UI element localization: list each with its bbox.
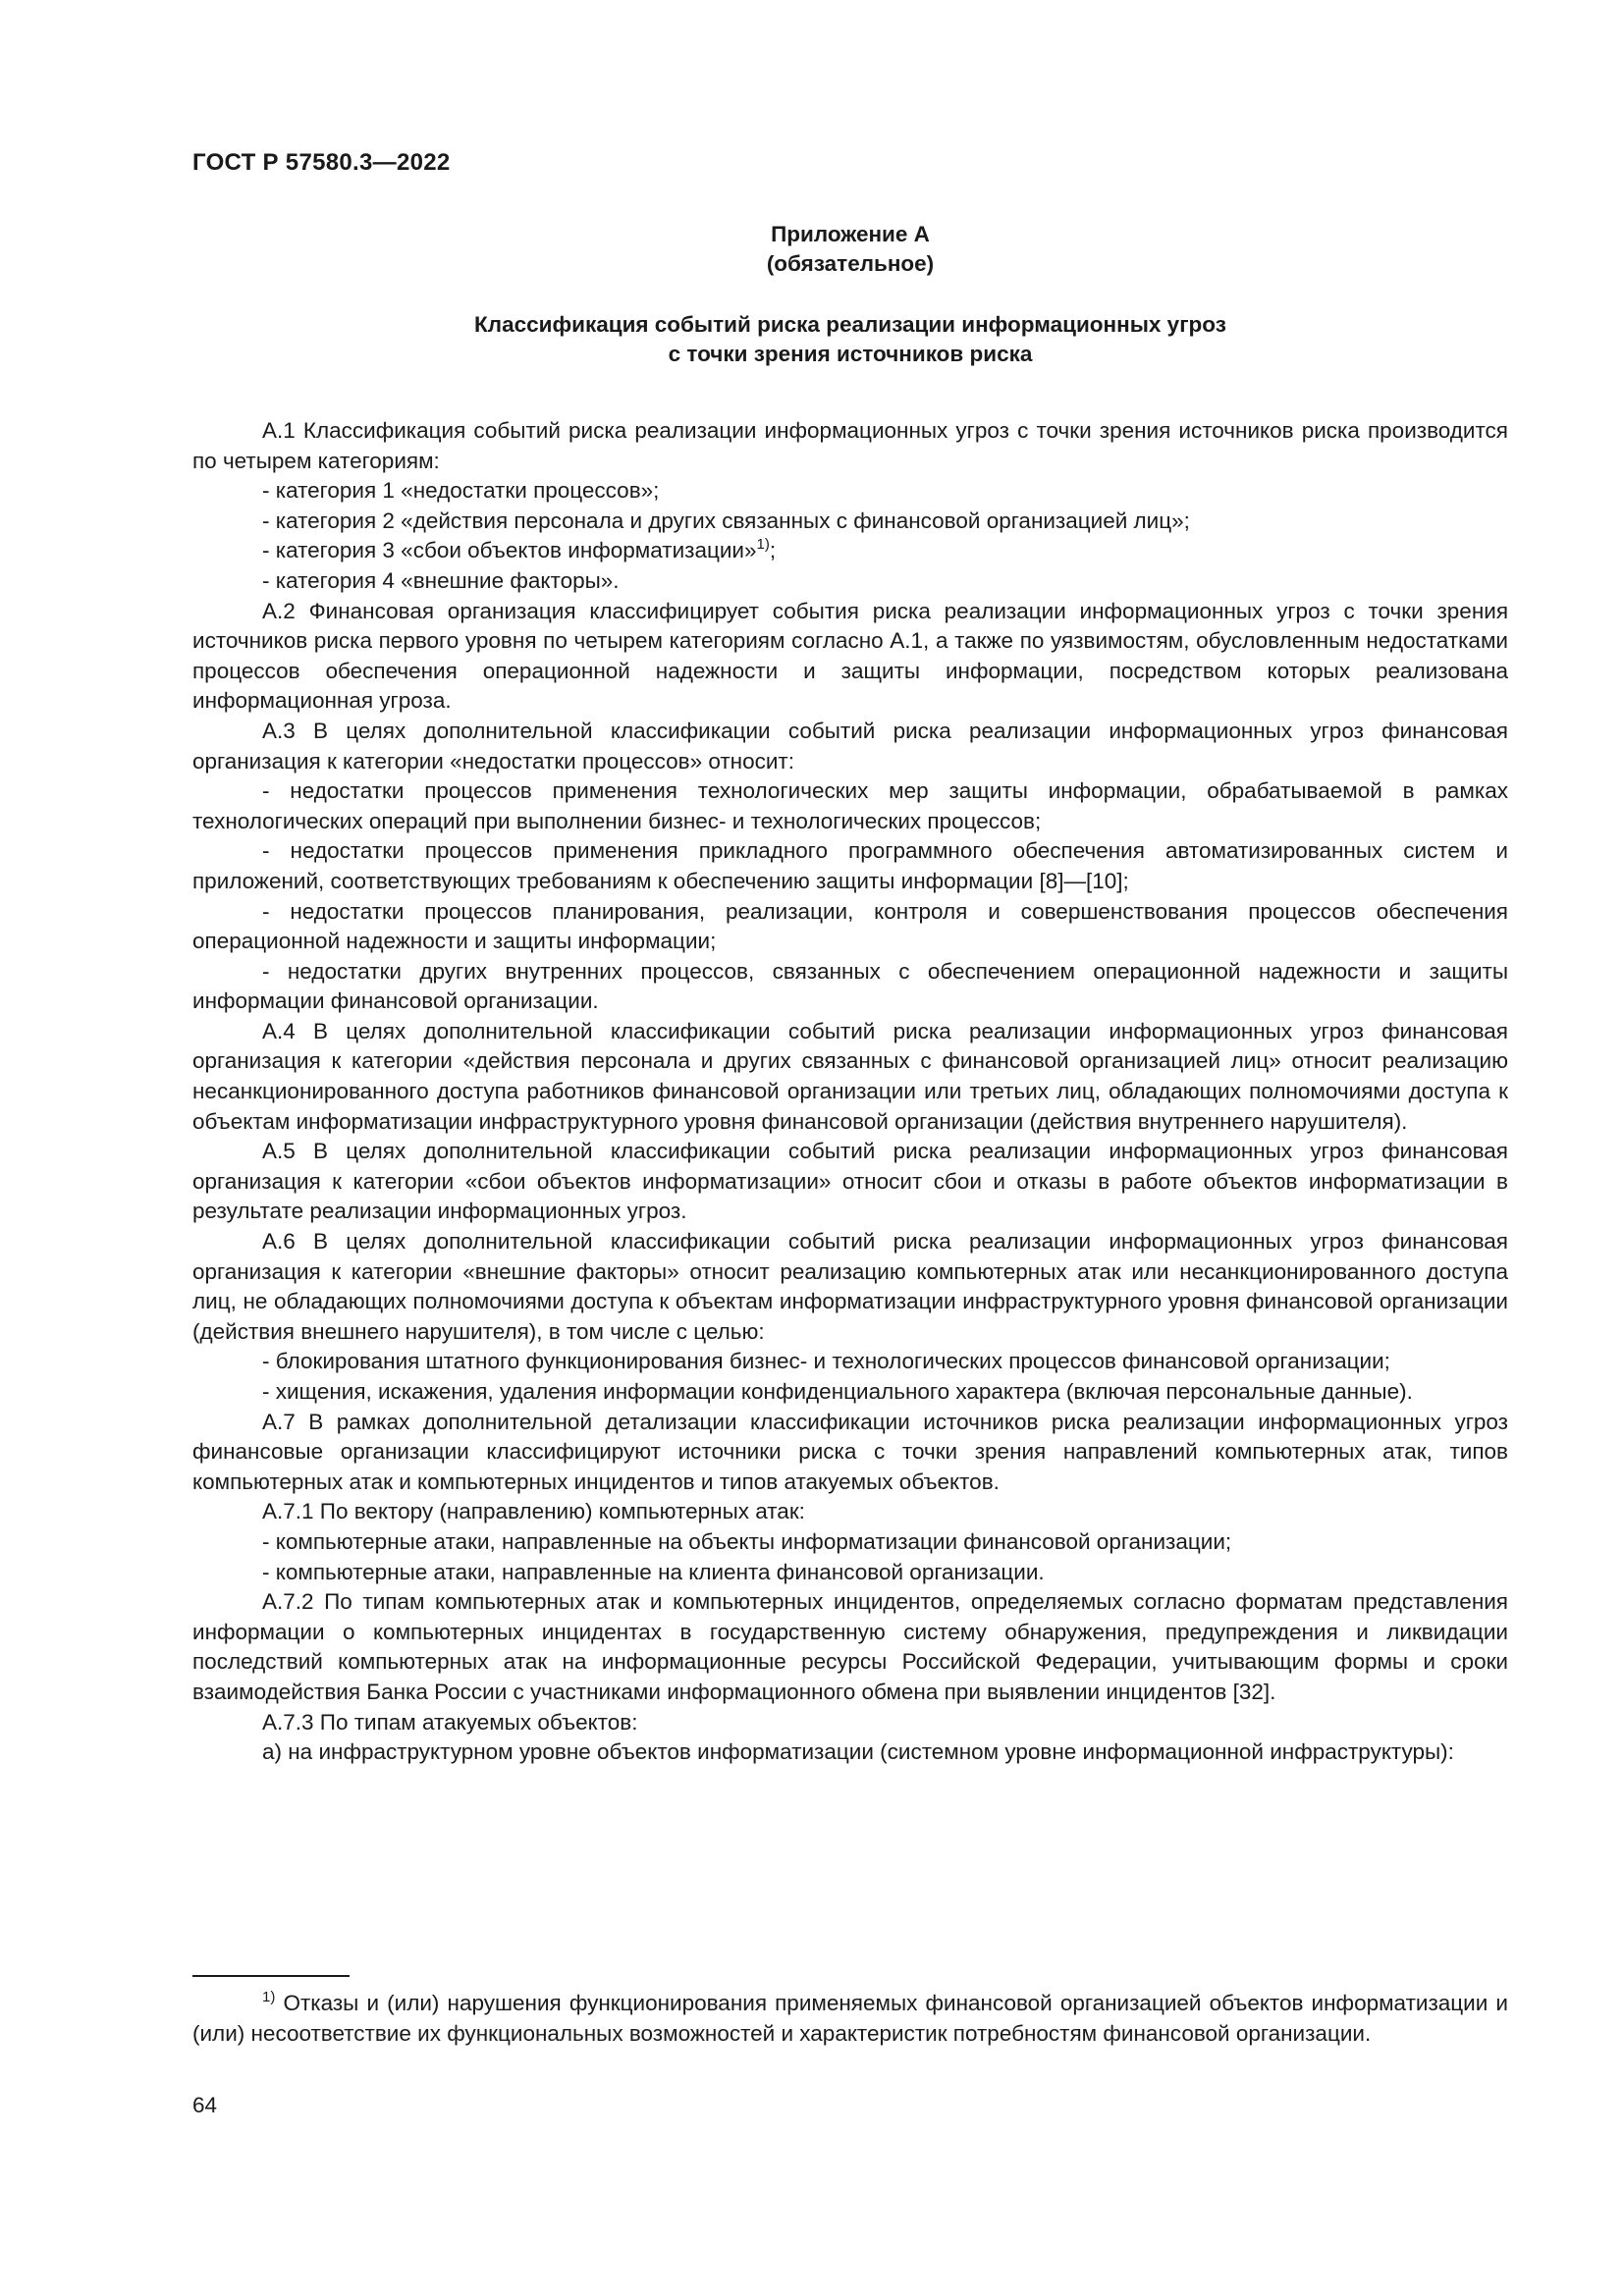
list-item bbox=[192, 897, 1508, 957]
paragraph-text: А.7 В рамках дополнительной детализации классификации источников риска реализации информационных угроз финансовые организации классифицируют источники риска с точки зрения направлений компьютерных атак, типов компьютерных атак и компьютерных инцидентов и типов атакуемых объектов. bbox=[192, 1409, 1508, 1494]
list-item bbox=[192, 476, 1508, 507]
paragraph bbox=[192, 717, 1508, 776]
annex-label: Приложение А bbox=[771, 222, 930, 246]
list-item-text: - категория 4 «внешние факторы». bbox=[262, 567, 620, 593]
annex-title bbox=[192, 310, 1508, 369]
paragraph bbox=[192, 416, 1508, 476]
footnote-marker: 1) bbox=[262, 1989, 276, 2005]
list-item bbox=[192, 1377, 1508, 1408]
paragraph-text: А.3 В целях дополнительной классификации событий риска реализации информационных угроз финансовая организация к категории «недостатки процессов» относит: bbox=[192, 718, 1508, 774]
list-item-text: - компьютерные атаки, направленные на клиента финансовой организации. bbox=[262, 1559, 1045, 1584]
paragraph bbox=[192, 1017, 1508, 1137]
list-item bbox=[192, 1737, 1508, 1768]
list-item-text: - недостатки процессов планирования, реализации, контроля и совершенствования процессов обеспечения операционной надежности и защиты информации; bbox=[192, 898, 1508, 954]
annex-title-line-2: с точки зрения источников риска bbox=[668, 342, 1033, 366]
annex-status: (обязательное) bbox=[766, 251, 935, 276]
paragraph-text: А.2 Финансовая организация классифицирует события риска реализации информационных угроз с точки зрения источников риска первого уровня по четырем категориям согласно А.1, а также по уязвимостям, обусловленным недостатками процессов обеспечения операционной надежности и защиты информации, посредством которых реализована информационная угроза. bbox=[192, 598, 1508, 714]
annex-heading bbox=[192, 220, 1508, 369]
paragraph bbox=[192, 1137, 1508, 1227]
annex-title-line-1: Классификация событий риска реализации информационных угроз bbox=[474, 312, 1226, 337]
paragraph-text: А.5 В целях дополнительной классификации событий риска реализации информационных угроз финансовая организация к категории «сбои объектов информатизации» относит сбои и отказы в работе объектов информатизации в результате реализации информационных угроз. bbox=[192, 1139, 1508, 1224]
list-item-text: а) на инфраструктурном уровне объектов информатизации (системном уровне информационной инфраструктуры): bbox=[262, 1739, 1454, 1765]
list-item-text: - недостатки других внутренних процессов, связанных с обеспечением операционной надежности и защиты информации финансовой организации. bbox=[192, 958, 1508, 1014]
paragraph bbox=[192, 1408, 1508, 1498]
footnote-divider bbox=[192, 1975, 350, 1977]
list-item bbox=[192, 957, 1508, 1017]
footnote bbox=[192, 1989, 1508, 2049]
list-item-text: - недостатки процессов применения технологических мер защиты информации, обрабатываемой в рамках технологических операций при выполнении бизнес- и технологических процессов; bbox=[192, 778, 1508, 833]
paragraph bbox=[192, 597, 1508, 717]
list-item bbox=[192, 566, 1508, 597]
paragraph-text: А.4 В целях дополнительной классификации событий риска реализации информационных угроз финансовая организация к категории «действия персонала и других связанных с финансовой организацией лиц» относит реализацию несанкционированного доступа работников финансовой организации или третьих лиц, обладающих полномочиями доступа к объектам информатизации инфраструктурного уровня финансовой организации (действия внутреннего нарушителя). bbox=[192, 1018, 1508, 1134]
list-item bbox=[192, 836, 1508, 896]
paragraph-text: А.7.2 По типам компьютерных атак и компьютерных инцидентов, определяемых согласно форматам представления информации о компьютерных инцидентах в государственную систему обнаружения, предупреждения и ликвидации последствий компьютерных атак на информационные ресурсы Российской Федерации, учитывающим формы и сроки взаимодействия Банка России с участниками информационного обмена при выявлении инцидентов [32]. bbox=[192, 1589, 1508, 1704]
list-item bbox=[192, 1347, 1508, 1377]
paragraph bbox=[192, 1708, 1508, 1738]
paragraph bbox=[192, 1227, 1508, 1347]
footnote-text: Отказы и (или) нарушения функционирования применяемых финансовой организацией объектов информатизации и (или) несоответствие их функциональных возможностей и характеристик потребностям финансовой организации. bbox=[192, 1991, 1508, 2046]
trailing-punctuation: ; bbox=[769, 538, 777, 563]
list-item bbox=[192, 1527, 1508, 1558]
list-item-text: - компьютерные атаки, направленные на объекты информатизации финансовой организации; bbox=[262, 1528, 1232, 1554]
list-item-text: - недостатки процессов применения прикладного программного обеспечения автоматизированных систем и приложений, соответствующих требованиям к обеспечению защиты информации [8]—[10]; bbox=[192, 838, 1508, 893]
annex-body bbox=[192, 416, 1508, 1768]
document-header: ГОСТ Р 57580.3—2022 bbox=[192, 149, 451, 176]
paragraph-text: А.6 В целях дополнительной классификации событий риска реализации информационных угроз финансовая организация к категории «внешние факторы» относит реализацию компьютерных атак или несанкционированного доступа лиц, не обладающих полномочиями доступа к объектам информатизации инфраструктурного уровня финансовой организации (действия внешнего нарушителя), в том числе с целью: bbox=[192, 1229, 1508, 1344]
paragraph-text: А.7.3 По типам атакуемых объектов: bbox=[262, 1709, 638, 1735]
list-item bbox=[192, 536, 1508, 566]
paragraph bbox=[192, 1497, 1508, 1527]
paragraph-text: А.1 Классификация событий риска реализации информационных угроз с точки зрения источников риска производится по четырем категориям: bbox=[192, 418, 1508, 473]
list-item-text: - хищения, искажения, удаления информации конфиденциального характера (включая персональные данные). bbox=[262, 1379, 1413, 1404]
footnote-paragraph bbox=[192, 1989, 1508, 2049]
footnote-reference[interactable]: 1) bbox=[756, 536, 770, 554]
paragraph-text: А.7.1 По вектору (направлению) компьютерных атак: bbox=[262, 1499, 805, 1524]
list-item-text: - категория 1 «недостатки процессов»; bbox=[262, 478, 660, 504]
list-item bbox=[192, 776, 1508, 836]
list-item-text: - категория 3 «сбои объектов информатизации» bbox=[262, 538, 757, 563]
list-item-text: - блокирования штатного функционирования бизнес- и технологических процессов финансовой организации; bbox=[262, 1349, 1390, 1374]
list-item bbox=[192, 507, 1508, 537]
paragraph bbox=[192, 1587, 1508, 1707]
list-item bbox=[192, 1558, 1508, 1588]
page-number: 64 bbox=[192, 2093, 218, 2117]
list-item-text: - категория 2 «действия персонала и других связанных с финансовой организацией лиц»; bbox=[262, 507, 1190, 533]
